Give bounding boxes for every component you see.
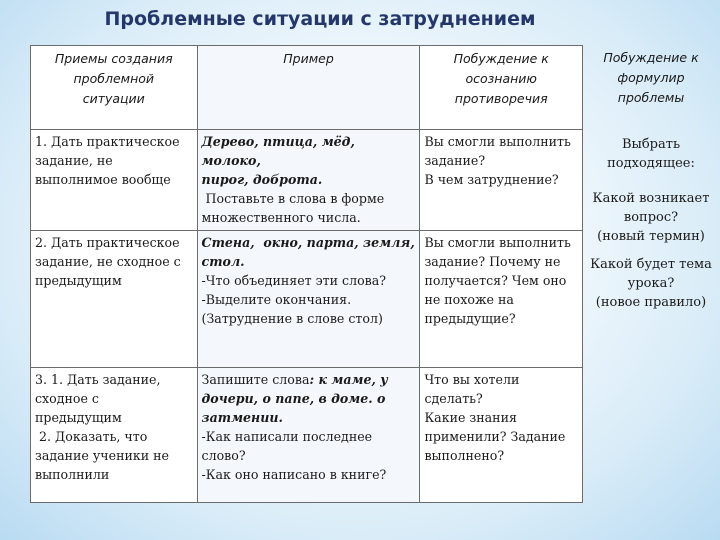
- method-line: задание, не: [35, 153, 113, 168]
- prompt-cell: [420, 231, 583, 368]
- method-line: 2. Доказать, что: [35, 429, 148, 444]
- header-line: противоречия: [454, 91, 548, 106]
- prompt-cell: [420, 368, 583, 503]
- formulation-line: урока?: [627, 276, 675, 291]
- example-words: Стена, окно, парта, земля,: [201, 235, 415, 250]
- method-line: задание, не сходное с: [35, 254, 181, 269]
- formulation-line: Какой будет тема: [590, 257, 712, 272]
- method-line: сходное с: [35, 391, 99, 406]
- example-words: стол.: [201, 254, 245, 269]
- example-cell: [197, 368, 420, 503]
- example-words: пирог, доброта.: [201, 172, 323, 187]
- header-line: Пример: [283, 51, 334, 66]
- method-line: предыдущим: [35, 273, 122, 288]
- header-line: осознанию: [465, 71, 537, 86]
- example-instruction: Запишите слова: [201, 372, 310, 387]
- prompt-line: В чем затруднение?: [424, 172, 559, 187]
- example-instruction: Поставьте в слова в форме: [201, 191, 385, 206]
- header-awareness: [420, 46, 583, 130]
- formulation-line: Выбрать: [621, 137, 681, 152]
- formulation-line: (новое правило): [595, 295, 707, 310]
- header-line: Приемы создания: [54, 51, 173, 66]
- header-example: [197, 46, 420, 130]
- method-line: выполнили: [35, 467, 110, 482]
- example-instruction: -Как оно написано в книге?: [201, 467, 387, 482]
- header-line: Побуждение к: [603, 50, 699, 65]
- example-words: : к маме, у: [309, 372, 388, 387]
- method-cell: [31, 368, 198, 503]
- example-instruction: (Затруднение в слове стол): [201, 311, 383, 326]
- page-title: Проблемные ситуации с затруднением: [104, 8, 536, 30]
- header-line: Побуждение к: [453, 51, 549, 66]
- prompt-line: получается? Чем оно: [424, 273, 567, 288]
- method-cell: [31, 231, 198, 368]
- prompt-line: задание?: [424, 153, 486, 168]
- formulation-line: Какой возникает: [592, 191, 710, 206]
- method-line: 2. Дать практическое: [35, 235, 180, 250]
- prompt-line: Какие знания: [424, 410, 517, 425]
- table-header-row: [31, 46, 583, 130]
- prompt-line: предыдущие?: [424, 311, 516, 326]
- method-line: 3. 1. Дать задание,: [35, 372, 161, 387]
- header-formulation: [584, 45, 718, 108]
- table-row: [31, 231, 583, 368]
- header-line: проблемы: [617, 90, 685, 105]
- header-line: ситуации: [82, 91, 145, 106]
- header-methods: [31, 46, 198, 130]
- formulation-line: подходящее:: [607, 156, 695, 171]
- example-cell: [197, 130, 420, 231]
- table-row: [31, 368, 583, 503]
- formulation-block-term: [584, 189, 718, 246]
- header-line: формулир: [617, 70, 685, 85]
- prompt-line: Вы смогли выполнить: [424, 134, 571, 149]
- prompt-line: задание? Почему не: [424, 254, 561, 269]
- example-instruction: множественного числа.: [201, 210, 361, 225]
- problem-situations-table: [30, 45, 583, 503]
- formulation-block-choose: [584, 135, 718, 173]
- example-cell: [197, 231, 420, 368]
- example-instruction: -Выделите окончания.: [201, 292, 352, 307]
- example-words: затмении.: [201, 410, 283, 425]
- formulation-block-rule: [584, 255, 718, 312]
- prompt-line: не похоже на: [424, 292, 514, 307]
- example-instruction: -Что объединяет эти слова?: [201, 273, 387, 288]
- method-cell: [31, 130, 198, 231]
- example-words: Дерево, птица, мёд, молоко,: [201, 134, 355, 168]
- header-line: проблемной: [73, 71, 155, 86]
- prompt-line: выполнено?: [424, 448, 505, 463]
- formulation-line: (новый термин): [597, 229, 705, 244]
- prompt-line: Вы смогли выполнить: [424, 235, 571, 250]
- example-words: дочери, о папе, в доме. о: [201, 391, 386, 406]
- method-line: выполнимое вообще: [35, 172, 171, 187]
- formulation-line: вопрос?: [623, 210, 679, 225]
- method-line: предыдущим: [35, 410, 122, 425]
- example-instruction: слово?: [201, 448, 246, 463]
- example-instruction: -Как написали последнее: [201, 429, 373, 444]
- method-line: задание ученики не: [35, 448, 169, 463]
- prompt-cell: [420, 130, 583, 231]
- prompt-line: применили? Задание: [424, 429, 566, 444]
- prompt-line: Что вы хотели сделать?: [424, 372, 520, 406]
- problem-formulation-column: [584, 45, 718, 312]
- table-row: [31, 130, 583, 231]
- method-line: 1. Дать практическое: [35, 134, 180, 149]
